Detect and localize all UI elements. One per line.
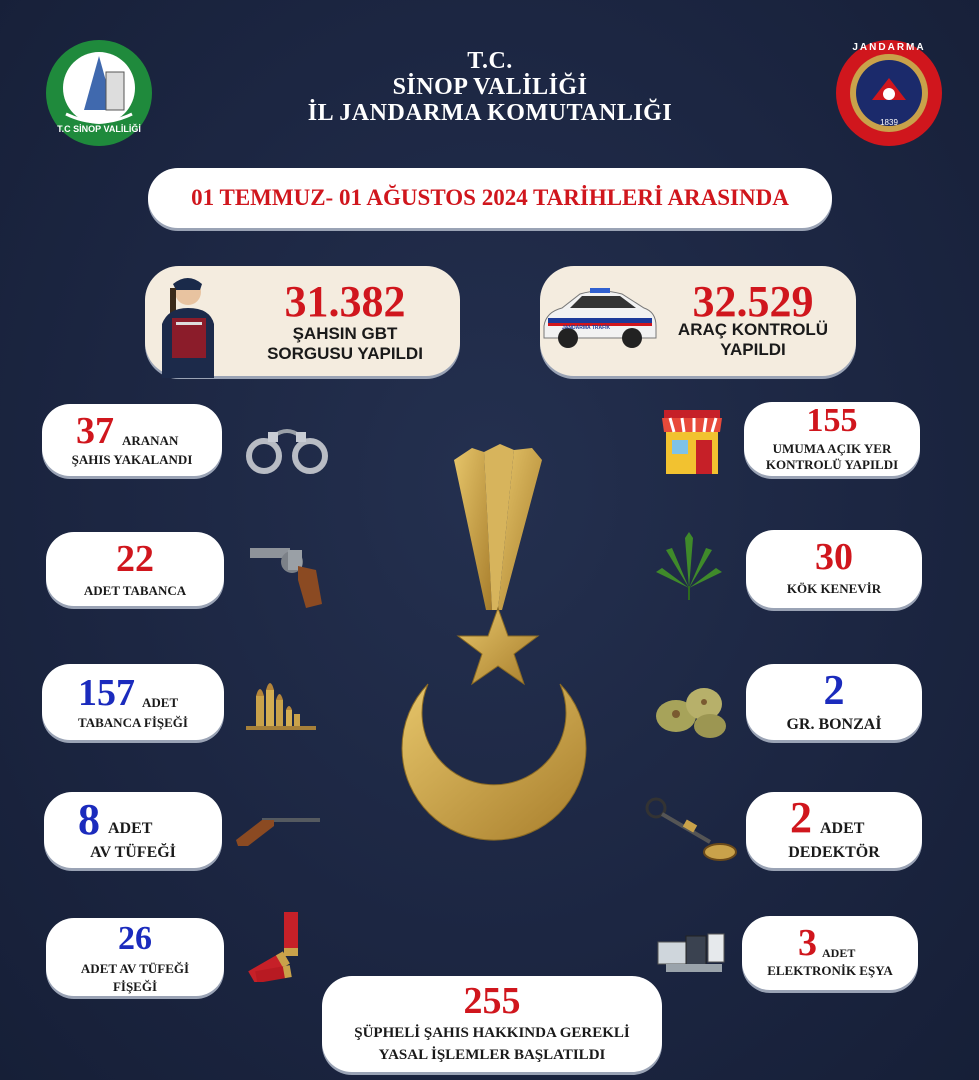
shotgun-shells-icon — [244, 908, 310, 987]
suspects-label-1: ŞÜPHELİ ŞAHIS HAKKINDA GEREKLİ — [354, 1025, 630, 1041]
wanted-word: ARANAN — [122, 433, 179, 448]
pistol-ammo-label: TABANCA FİŞEĞİ — [78, 715, 188, 730]
electronics-value: 3 — [798, 922, 817, 964]
shop-icon — [660, 404, 724, 481]
vehicle-label-1: ARAÇ KONTROLÜ — [677, 320, 829, 339]
logo-right-text: JANDARMA — [852, 42, 926, 53]
suspects-card — [322, 976, 662, 1072]
shotgun-ammo-card — [46, 918, 224, 996]
detector-value: 2 — [790, 793, 812, 842]
header-line3: İL JANDARMA KOMUTANLIĞI — [307, 100, 673, 126]
wanted-card — [42, 404, 222, 476]
pistol-card — [46, 532, 224, 606]
pistol-value: 22 — [116, 538, 154, 580]
suspects-value: 255 — [463, 980, 521, 1022]
police-car-text: JANDARMA TRAFİK — [562, 325, 611, 331]
cannabis-leaf-icon — [652, 528, 726, 607]
metal-detector-icon — [644, 796, 738, 871]
crescent-star-emblem — [388, 440, 608, 865]
detector-word: ADET — [820, 820, 865, 837]
vehicle-label-2: YAPILDI — [720, 340, 786, 359]
public-places-label-1: UMUMA AÇIK YER — [772, 441, 892, 456]
shotgun-value: 8 — [78, 795, 100, 844]
officer-icon — [148, 270, 220, 383]
public-places-card — [744, 402, 920, 476]
electronics-card — [742, 916, 918, 990]
shotgun-label: AV TÜFEĞİ — [90, 844, 176, 861]
gbt-value: 31.382 — [284, 277, 406, 326]
public-places-label-2: KONTROLÜ YAPILDI — [765, 457, 899, 472]
rifle-icon — [234, 810, 322, 855]
cannabis-label: KÖK KENEVİR — [786, 581, 882, 596]
bonzai-icon — [652, 676, 730, 747]
pistol-ammo-word: ADET — [142, 695, 179, 710]
gbt-label-1: ŞAHSIN GBT — [292, 324, 398, 343]
vehicle-value: 32.529 — [692, 277, 814, 326]
public-places-value: 155 — [806, 402, 858, 439]
electronics-label: ELEKTRONİK EŞYA — [767, 963, 893, 978]
bullets-icon — [244, 676, 318, 739]
detector-label: DEDEKTÖR — [788, 844, 880, 861]
bonzai-card — [746, 664, 922, 740]
pistol-ammo-card — [42, 664, 224, 740]
revolver-icon — [248, 540, 326, 617]
wanted-label: ŞAHIS YAKALANDI — [71, 452, 193, 467]
pistol-label: ADET TABANCA — [83, 583, 187, 598]
detector-card — [746, 792, 922, 868]
shotgun-ammo-label-1: ADET AV TÜFEĞİ — [80, 961, 190, 976]
pistol-ammo-value: 157 — [78, 672, 135, 714]
date-range-banner: 01 TEMMUZ- 01 AĞUSTOS 2024 TARİHLERİ ARASINDA — [148, 168, 832, 228]
wanted-value: 37 — [76, 410, 114, 452]
shotgun-ammo-value: 26 — [118, 920, 152, 957]
bonzai-label: GR. BONZAİ — [786, 716, 882, 733]
header-line1: T.C. — [467, 48, 513, 74]
jandarma-logo — [834, 38, 944, 148]
police-car-icon — [540, 282, 660, 359]
logo-left-text: T.C SİNOP VALİLİĞİ — [57, 124, 141, 134]
header-line2: SİNOP VALİLİĞİ — [392, 74, 588, 100]
logo-right-year: 1839 — [880, 118, 898, 127]
shotgun-card — [44, 792, 222, 868]
bonzai-value: 2 — [823, 668, 845, 714]
cannabis-card — [746, 530, 922, 608]
electronics-icon — [656, 930, 728, 981]
suspects-label-2: YASAL İŞLEMLER BAŞLATILDI — [378, 1047, 606, 1063]
gbt-label-2: SORGUSU YAPILDI — [267, 344, 423, 363]
shotgun-ammo-label-2: FİŞEĞİ — [112, 979, 158, 994]
header-title — [240, 48, 740, 126]
sinop-valiligi-logo — [44, 38, 154, 148]
electronics-word: ADET — [822, 946, 856, 960]
cannabis-value: 30 — [815, 536, 853, 578]
handcuffs-icon — [244, 418, 330, 485]
shotgun-word: ADET — [108, 820, 153, 837]
